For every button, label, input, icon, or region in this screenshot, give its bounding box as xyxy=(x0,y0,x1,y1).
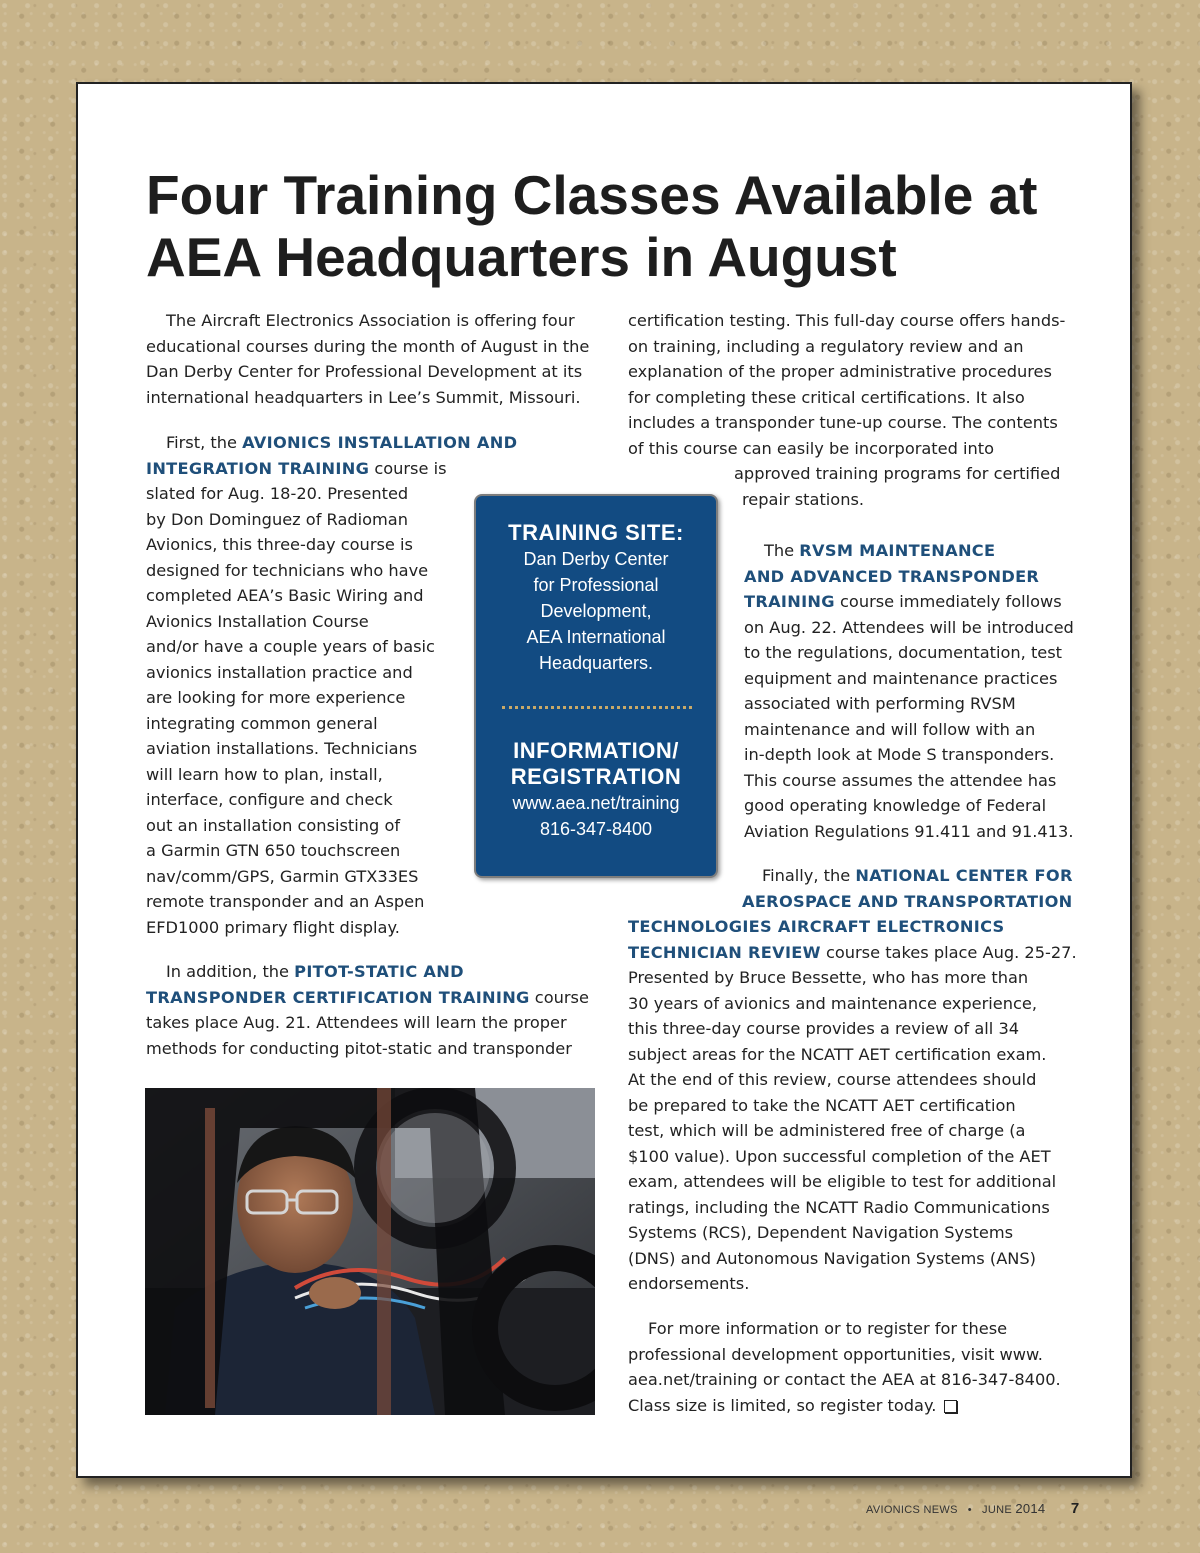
course-name: AEROSPACE AND TRANSPORTATION xyxy=(742,891,1073,911)
page-number: 7 xyxy=(1070,1500,1080,1517)
registration-block xyxy=(476,738,716,842)
footer-separator: • xyxy=(967,1504,972,1516)
title-line: AEA Headquarters in August xyxy=(146,226,897,288)
training-info-box xyxy=(474,494,718,878)
paragraph-certification-continued: certification testing. This full-day course offers hands- on training, including a regulatory review and an explanation of the proper administrative procedures for completing these critical certifications. It also includes a transponder tune-up course. The contents of this course can easily be incorporated into xyxy=(628,311,1066,458)
dotted-divider xyxy=(502,706,692,713)
site-line: Headquarters. xyxy=(538,653,654,673)
registration-heading: REGISTRATION xyxy=(510,764,682,789)
paragraph-closing: For more information or to register for these professional development opportunities, visit www. aea.net/training or contact the AEA at 816-347-8400. Class size is limited, so register today. xyxy=(628,1319,1061,1415)
course-name: AVIONICS INSTALLATION AND xyxy=(242,433,518,452)
training-site-heading: TRAINING SITE: xyxy=(508,520,684,545)
end-mark-icon xyxy=(944,1400,957,1413)
paragraph-certification-wrap: approved training programs for certified repair stations. xyxy=(734,464,1061,509)
publication-name: AVIONICS NEWS xyxy=(866,1504,958,1516)
site-line: Development, xyxy=(540,601,652,621)
paragraph-ncatt: TECHNOLOGIES AIRCRAFT ELECTRONICS TECHNICIAN REVIEW course takes place Aug. 25-27. Presented by Bruce Bessette, who has more than 30 years of avionics and maintenance experience, this three-day course provides a review of all 34 subject areas for the NCATT AET certification exam. At the end of this review, course attendees should be prepared to take the NCATT AET certification test, which will be administered free of charge (a $100 value). Upon successful completion of the AET exam, attendees will be eligible to test for additional ratings, including the NCATT Radio Communications Systems (RCS), Dependent Navigation Systems (DNS) and Autonomous Navigation Systems (ANS) endorsements. xyxy=(628,917,1077,1293)
site-line: Dan Derby Center xyxy=(523,549,669,569)
site-line: AEA International xyxy=(526,627,666,647)
paragraph-ncatt-heading: Finally, the NATIONAL CENTER FOR AEROSPACE AND TRANSPORTATION xyxy=(742,866,1073,911)
registration-url-link[interactable]: www.aea.net/training xyxy=(512,793,680,813)
site-line: for Professional xyxy=(533,575,659,595)
technician-photo xyxy=(145,1088,595,1415)
issue-month: JUNE xyxy=(982,1504,1012,1516)
registration-heading: INFORMATION/ xyxy=(513,738,679,763)
registration-phone: 816-347-8400 xyxy=(539,819,653,839)
course-name: AND ADVANCED TRANSPONDER xyxy=(744,566,1040,586)
course-name: RVSM MAINTENANCE xyxy=(799,541,996,560)
course-name: PITOT-STATIC AND xyxy=(294,962,464,981)
intro-paragraph: The Aircraft Electronics Association is offering four educational courses during the month of August in the Dan Derby Center for Professional Development at its international headquarters in Lee’s Summit, Missouri. xyxy=(146,311,590,407)
title-line: Four Training Classes Available at xyxy=(146,164,1038,226)
course-name: TECHNICIAN REVIEW xyxy=(628,942,821,962)
issue-year: 2014 xyxy=(1015,1501,1046,1516)
course-name: TRAINING xyxy=(744,592,835,611)
magazine-page xyxy=(76,82,1132,1478)
technician-photo-illustration xyxy=(145,1088,595,1415)
article-title xyxy=(146,164,1086,288)
paragraph-avionics-installation: First, the AVIONICS INSTALLATION AND INTEGRATION TRAINING course is slated for Aug. 18-20. Presented by Don Dominguez of Radioman Avionics, this three-day course is designed for technicians who have completed AEA’s Basic Wiring and Avionics Installation Course and/or have a couple years of basic avionics installation practice and are looking for more experience integrating common general aviation installations. Technicians will learn how to plan, install, interface, configure and check out an installation consisting of a Garmin GTN 650 touchscreen nav/comm/GPS, Garmin GTX33ES remote transponder and an Aspen EFD1000 primary flight display. xyxy=(146,433,518,937)
paragraph-rvsm: The RVSM MAINTENANCE AND ADVANCED TRANSPONDER TRAINING course immediately follows on Aug. 22. Attendees will be introduced to the regulations, documentation, test equipment and maintenance practices associated with performing RVSM maintenance and will follow with an in-depth look at Mode S transponders. This course assumes the attendee has good operating knowledge of Federal Aviation Regulations 91.411 and 91.413. xyxy=(744,541,1074,841)
training-site-block xyxy=(476,520,716,676)
paragraph-pitot-static: In addition, the PITOT-STATIC AND TRANSPONDER CERTIFICATION TRAINING course takes place Aug. 21. Attendees will learn the proper methods for conducting pitot-static and transponder xyxy=(146,962,589,1058)
page-footer xyxy=(866,1500,1079,1517)
course-name: INTEGRATION TRAINING xyxy=(146,458,370,478)
course-name: NATIONAL CENTER FOR xyxy=(855,866,1073,885)
course-name: TRANSPONDER CERTIFICATION TRAINING xyxy=(146,987,530,1007)
course-name: TECHNOLOGIES AIRCRAFT ELECTRONICS xyxy=(628,917,1005,936)
